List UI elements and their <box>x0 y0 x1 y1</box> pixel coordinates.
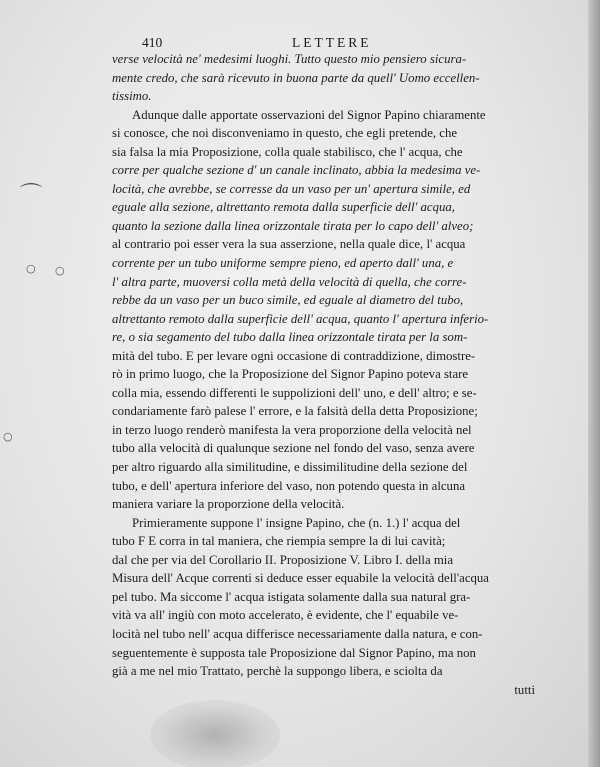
text-line: verse velocità ne' medesimi luoghi. Tutto questo mio pensiero sicura- <box>112 52 467 66</box>
text-line: dal che per via del Corollario II. Proposizione V. Libro I. della mia <box>112 552 454 567</box>
text-line: seguentemente è supposta tale Proposizione dal Signor Papino, ma non <box>112 645 476 660</box>
text-line: quanto la sezione dalla linea orizzontale tirata per lo capo dell' alveo; <box>112 218 474 233</box>
text-line: vità va all' ingiù con moto accelerato, è evidente, che l' equabile ve- <box>112 608 459 623</box>
page-number: 410 <box>142 35 163 50</box>
text-line: tubo F E corra in tal maniera, che riempia sempre la di lui cavità; <box>112 534 446 549</box>
margin-mark-icon: ⌒ <box>20 183 43 208</box>
text-line: per altro riguardo alla similitudine, e dissimilitudine della sezione del <box>112 460 468 475</box>
text-line: maniera variare la proporzione della velocità. <box>112 497 345 512</box>
text-line: rò in primo luogo, che la Proposizione del Signor Papino poteva stare <box>112 367 469 382</box>
text-line: Adunque dalle apportate osservazioni del Signor Papino chiaramente <box>132 107 486 122</box>
text-line: colla mia, essendo differenti le suppolizioni dell' uno, e dell' altro; e se- <box>112 385 477 400</box>
page-edge-shadow <box>588 0 600 767</box>
text-line: corrente per un tubo uniforme sempre pieno, ed aperto dall' una, e <box>112 256 454 271</box>
margin-dot-icon: ○ <box>26 262 36 275</box>
text-line: si conosce, che noi disconveniamo in questo, che egli pretende, che <box>112 126 458 141</box>
text-line: tubo, e dell' apertura inferiore del vaso, non potendo questa in alcuna <box>112 478 466 493</box>
text-line: pel tubo. Ma siccome l' acqua istigata solamente dalla sua natural gra- <box>112 589 471 604</box>
text-line: l' altra parte, muoversi colla metà della velocità di quella, che corre- <box>112 274 467 289</box>
margin-dot-icon: ○ <box>55 264 65 277</box>
text-line: corre per qualche sezione d' un canale inclinato, abbia la medesima ve- <box>112 163 481 178</box>
running-title: LETTERE <box>292 35 372 50</box>
text-line: al contrario poi esser vera la sua asserzione, nella quale dice, l' acqua <box>112 237 466 252</box>
body-text <box>112 50 557 699</box>
text-line: in terzo luogo renderò manifesta la vera proporzione della velocità nel <box>112 422 472 437</box>
text-line: rebbe da un vaso per un buco simile, ed eguale al diametro del tubo, <box>112 293 464 308</box>
margin-dot-icon: ○ <box>3 430 13 443</box>
text-line: locità nel tubo nell' acqua differisce necessariamente dalla natura, e con- <box>112 626 483 641</box>
text-line: Misura dell' Acque correnti si deduce esser equabile la velocità dell'acqua <box>112 571 489 586</box>
text-line: già a me nel mio Trattato, perchè la suppongo libera, e sciolta da <box>112 664 443 679</box>
text-line: locità, che avrebbe, se corresse da un vaso per un' apertura simile, ed <box>112 181 471 196</box>
text-line: tissimo. <box>112 89 152 104</box>
text-line: re, o sia segamento del tubo dalla linea orizzontale tirata per la som- <box>112 330 468 345</box>
paper-stain <box>150 700 280 767</box>
text-line: eguale alla sezione, altrettanto remota dalla superficie dell' acqua, <box>112 200 455 215</box>
catchword: tutti <box>514 682 535 697</box>
text-line: tubo alla velocità di qualunque sezione nel fondo del vaso, senza avere <box>112 441 475 456</box>
text-line: mità del tubo. E per levare ogni occasione di contraddizione, dimostre- <box>112 348 476 363</box>
text-line: mente credo, che sarà ricevuto in buona parte da quell' Uomo eccellen- <box>112 70 480 85</box>
text-line: Primieramente suppone l' insigne Papino, che (n. 1.) l' acqua del <box>132 515 461 530</box>
text-line: altrettanto remoto dalla superficie dell' acqua, quanto l' apertura inferio- <box>112 311 489 326</box>
text-line: condariamente farò palese l' errore, e la falsità della detta Proposizione; <box>112 404 478 419</box>
text-line: sia falsa la mia Proposizione, colla quale stabilisco, che l' acqua, che <box>112 144 463 159</box>
